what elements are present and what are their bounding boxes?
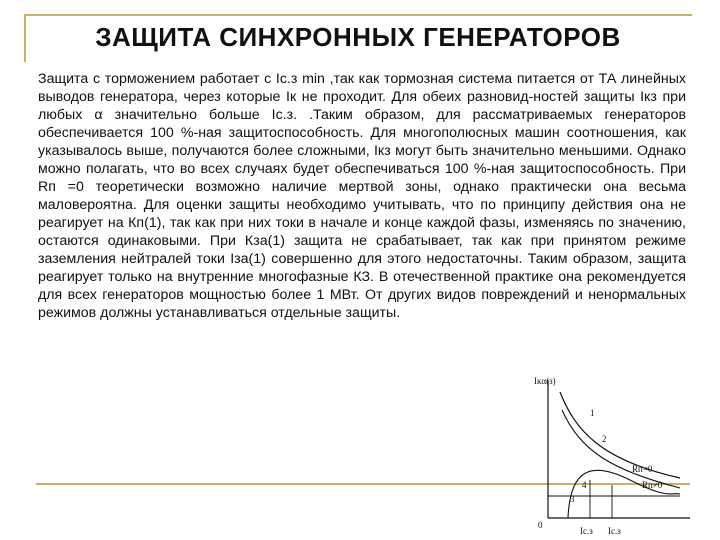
r-label-zero: Rп=0 [632, 464, 653, 474]
curve-label-2: 2 [602, 434, 607, 444]
characteristic-graph [530, 370, 700, 540]
curve-label-1: 1 [590, 408, 595, 418]
curve-label-4: 4 [582, 480, 587, 490]
frame-top-border [24, 14, 692, 16]
curve-4 [568, 470, 680, 518]
body-paragraph [38, 70, 686, 322]
title-frame [24, 14, 692, 62]
origin-label: 0 [538, 520, 543, 530]
curve-1 [560, 392, 680, 478]
r-label-nonzero: Rп≠0 [642, 480, 663, 490]
y-axis-label: Iкα(з) [534, 376, 556, 386]
x-label-2: Iс.з [608, 526, 621, 536]
curve-label-3: 3 [570, 494, 575, 504]
x-label-1: Iс.з [580, 526, 593, 536]
paragraph-text: Защита с торможением работает с Iс.з min ,так как тормозная система питается от ТА линейных выводов генератора, через которые Iк не проходит. Для обеих разновид-ностей защиты Iкз при любых α значительно больше Iс.з. .Таким образом, для рассматриваемых генераторов обеспечивается 100 %-ная защитоспособность. Для многополюсных машин соотношения, как указывалось выше, получаются более сложными, Iкз могут быть значительно меньшими. Однако можно полагать, что во всех случаях будет обеспечиваться 100 %-ная защитоспособность. При Rп =0 теоретически возможно наличие мертвой зоны, однако практически она весьма маловероятна. Для оценки защиты необходимо учитывать, что по принципу действия она не реагирует на Кп(1), так как при них токи в начале и конце каждой фазы, изменяясь по значению, остаются одинаковыми. При Кза(1) защита не срабатывает, так как при принятом режиме заземления нейтралей токи Iза(1) совершенно для этого недостаточны. Таким образом, защита реагирует только на внутренние многофазные КЗ. В отечественной практике она рекомендуется для всех генераторов мощностью более 1 МВт. От других видов повреждений и ненормальных режимов должны устанавливаться отдельные защиты. [38, 71, 686, 321]
page-title: ЗАЩИТА СИНХРОННЫХ ГЕНЕРАТОРОВ [95, 22, 621, 52]
